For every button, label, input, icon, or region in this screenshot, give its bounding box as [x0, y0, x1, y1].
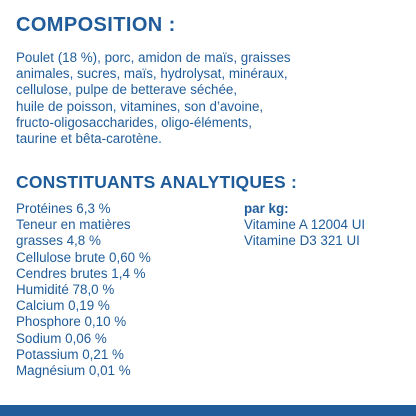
constituent-item: Teneur en matières	[16, 217, 131, 233]
constituent-item: Sodium 0,06 %	[16, 330, 107, 346]
composition-line: huile de poisson, vitamines, son d’avoine,	[16, 98, 264, 114]
composition-line: cellulose, pulpe de betterave séchée,	[16, 82, 238, 98]
constituent-item: Potassium 0,21 %	[16, 346, 124, 362]
composition-line: animales, sucres, maïs, hydrolysat, minéraux,	[16, 66, 288, 82]
constituent-item: grasses 4,8 %	[16, 233, 101, 249]
composition-heading: COMPOSITION :	[16, 14, 176, 36]
per-kg-title: par kg:	[244, 201, 289, 216]
constituent-item: Calcium 0,19 %	[16, 298, 110, 314]
composition-line: Poulet (18 %), porc, amidon de maïs, graisses	[16, 50, 291, 65]
per-kg-vitamins	[244, 201, 365, 250]
constituent-item: Protéines 6,3 %	[16, 201, 111, 216]
composition-line: fructo-oligosaccharides, oligo-éléments,	[16, 114, 252, 130]
analytical-constituents-heading: CONSTITUANTS ANALYTIQUES :	[16, 172, 297, 192]
constituent-item: Magnésium 0,01 %	[16, 363, 131, 379]
constituent-item: Humidité 78,0 %	[16, 282, 115, 298]
composition-line: taurine et bêta-carotène.	[16, 131, 162, 147]
vitamin-item: Vitamine A 12004 UI	[244, 217, 366, 233]
vitamin-list	[244, 217, 365, 249]
composition-text	[16, 50, 408, 147]
constituent-item: Cendres brutes 1,4 %	[16, 265, 146, 281]
constituent-item: Phosphore 0,10 %	[16, 314, 127, 330]
constituents-list	[16, 201, 151, 379]
bottom-accent-bar	[0, 405, 416, 416]
constituent-item: Cellulose brute 0,60 %	[16, 249, 151, 265]
vitamin-item: Vitamine D3 321 UI	[244, 233, 360, 249]
